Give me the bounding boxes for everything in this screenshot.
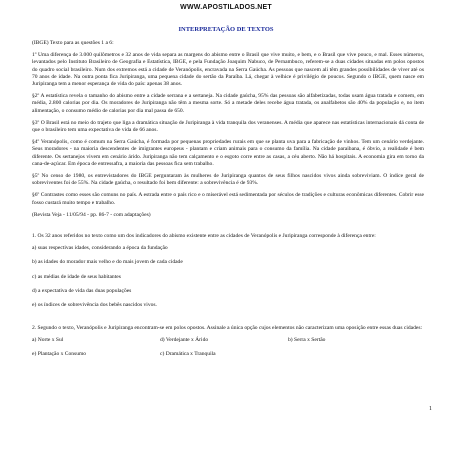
question-1-option-e: e) os índices de sobrevivência dos bebês nascidos vivos.: [32, 302, 157, 309]
question-2-stem: 2. Segundo o texto, Veranópolis e Juripiranga encontram-se em polos opostos. Assinale a única opção cujos elementos não caracterizam uma oposição entre essas duas cidades:: [32, 325, 423, 332]
paragraph-1: 1º Uma diferença de 3.000 quilômetros e 32 anos de vida separa as margens do abismo entre o Brasil que vive muito, e bem, e o Brasil que vive pouco, e mal. Esses números, levantados pelo Instituto Brasileiro de Geografia e Estatística, IBGE, e pela Fundação Joaquim Nabuco, de Pernambuco, referem-se a duas cidades situadas em polos opostos do quadro social brasileiro. Num dos extremos está a cidade de Veranópolis, encravada na Serra Gaúcha. As pessoas que nascem ali têm grandes possibilidades de viver até os 70 anos de idade. Na outra ponta fica Juripiranga, uma pequena cidade do sertão da Paraíba. Lá, chegar à velhice é privilégio de poucos. Segundo o IBGE, quem nasce em Juripiranga tem a menor esperança de vida do país: apenas 38 anos.: [32, 52, 424, 88]
text-intro: (IBGE) Texto para as questões 1 a 6:: [32, 40, 114, 46]
document-body: [32, 40, 424, 364]
paragraph-3: §3º O Brasil está no meio do trajeto que liga a dramática situação de Juripiranga à vida tranquila dos veranenses. A média que aparece nas estatísticas internacionais dá conta de que o brasileiro tem uma expectativa de vida de 66 anos.: [32, 119, 424, 134]
paragraph-2: §2º A estatística revela o tamanho do abismo entre a cidade serrana e a sertaneja. Na cidade gaúcha, 95% das pessoas são alfabetizadas, todas usam água tratada e comem, em média, 2.800 calorias por dia. Os moradores de Juripiranga não têm a mesma sorte. Só a metade deles recebe água tratada, os analfabetos são 40% da população e, no item alimentação, o consumo médio de calorias por dia mal passa de 650.: [32, 93, 424, 114]
question-2-option-b: b) Serra x Sertão: [288, 337, 326, 344]
source-citation: (Revista Veja - 11/05/94 - pp. 86-7 - com adaptações): [32, 211, 151, 218]
site-header: WWW.APOSTILADOS.NET: [180, 4, 272, 11]
question-1-option-d: d) a expectativa de vida das duas populações: [32, 287, 132, 294]
question-2-option-e: e) Plantação x Consumo: [32, 350, 87, 357]
paragraph-5: §5º No censo de 1980, os entrevistadores do IBGE perguntaram às mulheres de Juripiranga quantos de seus filhos nascidos vivos ainda sobreviviam. O índice geral de sobreviventes foi de 55%. Na cidade gaúcha, o resultado foi bem diferente: a sobrevivência é de 93%.: [32, 173, 424, 187]
question-2-option-a: a) Norte x Sul: [32, 337, 64, 344]
question-1-stem: 1. Os 32 anos referidos no texto como um dos indicadores do abismo existente entre as cidades de Veranópolis e Juripiranga corresponde à diferença entre:: [32, 233, 376, 240]
question-2-options: [32, 337, 424, 363]
document-title: INTERPRETAÇÃO DE TEXTOS: [178, 26, 274, 33]
paragraph-6: §6º Contrastes como esses são comuns no país. A estrada entre o país rico e o miserável está sedimentada por séculos de tradições e culturas econômicas diferentes. Cobrir esse fosso custará muito tempo e trabalho.: [32, 192, 424, 206]
question-1-option-c: c) as médias de idade de seus habitantes: [32, 273, 121, 280]
question-2-option-c: c) Dramática x Tranquila: [160, 350, 216, 357]
paragraph-4: §4º Veranópolis, como é comum na Serra Gaúcha, é formada por pequenas propriedades rurais em que se planta uva para a fabricação de vinhos. Tem um cenário verdejante. Seus moradores - na maioria descendentes de imigrantes europeus - plantam e criam animais para o consumo da família. Na cidade paraibana, é óbvio, a realidade é bem diferente. Os sertanejos vivem em cenário árido. Juripiranga não tem calçamento e o esgoto corre entre as casas, a céu aberto. Não há hospitais. A economia gira em torno da cana-de-açúcar. Em época de entressafra, a maioria das pessoas fica sem trabalho.: [32, 139, 424, 167]
question-2-option-d: d) Verdejante x Árido: [160, 337, 209, 344]
page-number: 1: [429, 406, 432, 412]
question-1-option-b: b) as idades do morador mais velho e do mais jovem de cada cidade: [32, 259, 183, 266]
question-1-option-a: a) suas respectivas idades, considerando a época da fundação: [32, 245, 168, 252]
